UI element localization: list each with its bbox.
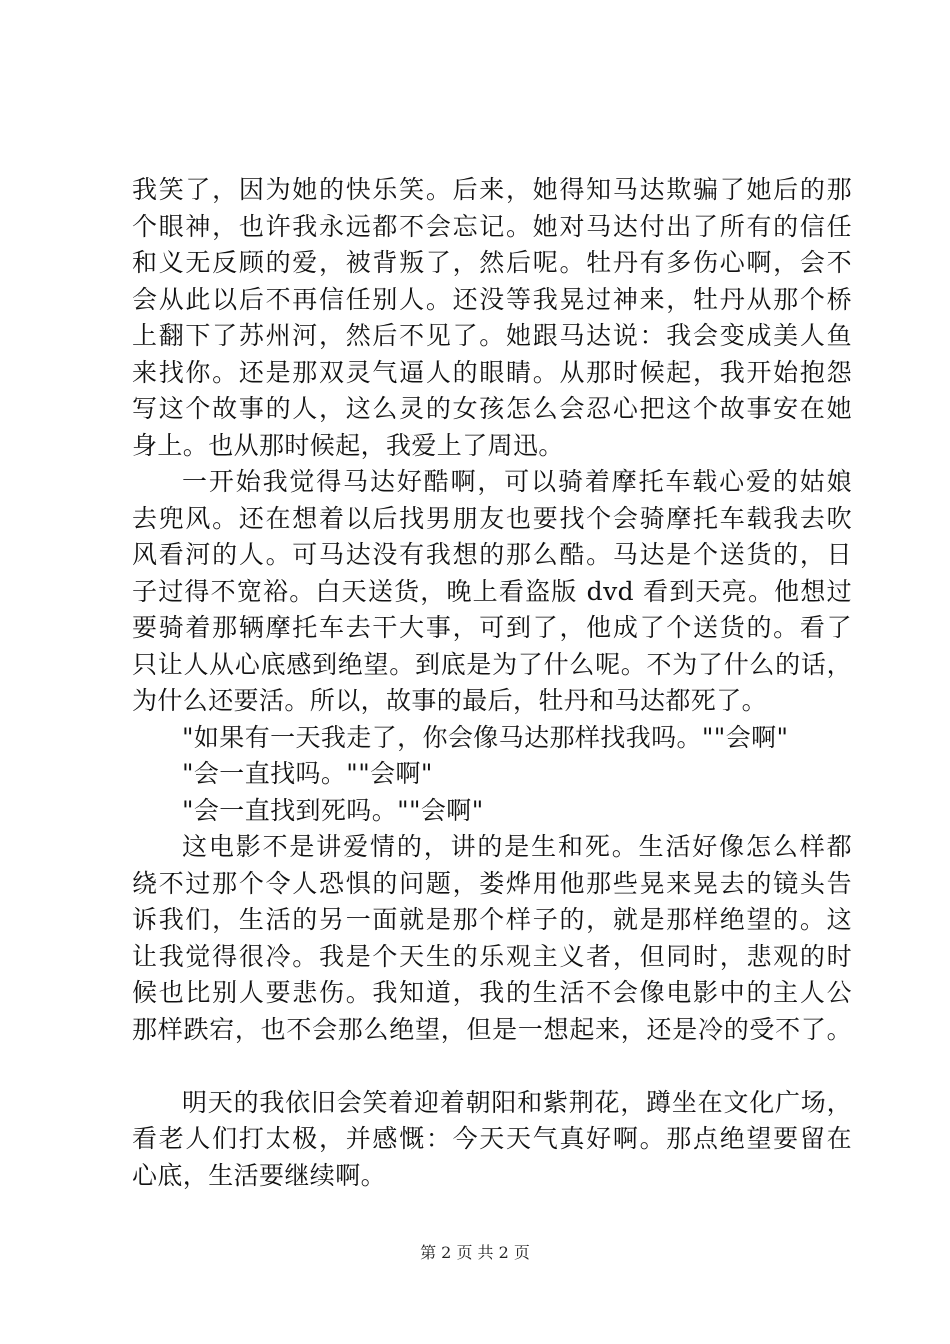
text-line: 我笑了，因为她的快乐笑。后来，她得知马达欺骗了她后的那 bbox=[132, 175, 852, 204]
text-line: 来找你。还是那双灵气逼人的眼睛。从那时候起，我开始抱怨 bbox=[132, 357, 852, 387]
text-line: 绕不过那个令人恐惧的问题，娄烨用他那些晃来晃去的镜头告 bbox=[132, 868, 852, 898]
text-line: 个眼神，也许我永远都不会忘记。她对马达付出了所有的信任 bbox=[132, 211, 852, 241]
text-line: 为什么还要活。所以，故事的最后，牡丹和马达都死了。 bbox=[132, 686, 768, 715]
text-line: 心底，生活要继续啊。 bbox=[132, 1160, 387, 1190]
text-line: 看老人们打太极，并感慨：今天天气真好啊。那点绝望要留在 bbox=[132, 1124, 852, 1153]
paragraph-gap bbox=[132, 1048, 852, 1085]
text-line: 写这个故事的人，这么灵的女孩怎么会忍心把这个故事安在她 bbox=[132, 394, 852, 423]
text-line: 明天的我依旧会笑着迎着朝阳和紫荆花，蹲坐在文化广场， bbox=[182, 1087, 852, 1117]
text-line: "如果有一天我走了，你会像马达那样找我吗。""会啊" bbox=[182, 722, 789, 752]
text-line: "会一直找到死吗。""会啊" bbox=[182, 795, 484, 825]
text-line: 和义无反顾的爱，被背叛了，然后呢。牡丹有多伤心啊，会不 bbox=[132, 248, 852, 277]
text-line: 这电影不是讲爱情的，讲的是生和死。生活好像怎么样都 bbox=[182, 832, 852, 861]
text-line: 候也比别人要悲伤。我知道，我的生活不会像电影中的主人公 bbox=[132, 978, 852, 1007]
body-text bbox=[132, 172, 852, 1194]
text-line: 上翻下了苏州河，然后不见了。她跟马达说：我会变成美人鱼 bbox=[132, 321, 852, 350]
text-line: 只让人从心底感到绝望。到底是为了什么呢。不为了什么的话， bbox=[132, 649, 852, 679]
text-line: 诉我们，生活的另一面就是那个样子的，就是那样绝望的。这 bbox=[132, 905, 852, 934]
text-line: 风看河的人。可马达没有我想的那么酷。马达是个送货的，日 bbox=[132, 540, 852, 569]
text-line: "会一直找吗。""会啊" bbox=[182, 759, 433, 788]
text-line: 去兜风。还在想着以后找男朋友也要找个会骑摩托车载我去吹 bbox=[132, 503, 852, 533]
text-line: 身上。也从那时候起，我爱上了周迅。 bbox=[132, 430, 564, 460]
text-line: 一开始我觉得马达好酷啊，可以骑着摩托车载心爱的姑娘 bbox=[182, 467, 852, 496]
page-footer: 第 2 页 共 2 页 bbox=[420, 1243, 530, 1262]
text-line: 要骑着那辆摩托车去干大事，可到了，他成了个送货的。看了 bbox=[132, 613, 852, 642]
text-line: 会从此以后不再信任别人。还没等我晃过神来，牡丹从那个桥 bbox=[132, 284, 852, 314]
text-line: 让我觉得很冷。我是个天生的乐观主义者，但同时，悲观的时 bbox=[132, 941, 852, 971]
text-line: 子过得不宽裕。白天送货，晚上看盗版 dvd 看到天亮。他想过 bbox=[132, 576, 852, 606]
text-line: 那样跌宕，也不会那么绝望，但是一想起来，还是冷的受不了。 bbox=[132, 1014, 852, 1044]
